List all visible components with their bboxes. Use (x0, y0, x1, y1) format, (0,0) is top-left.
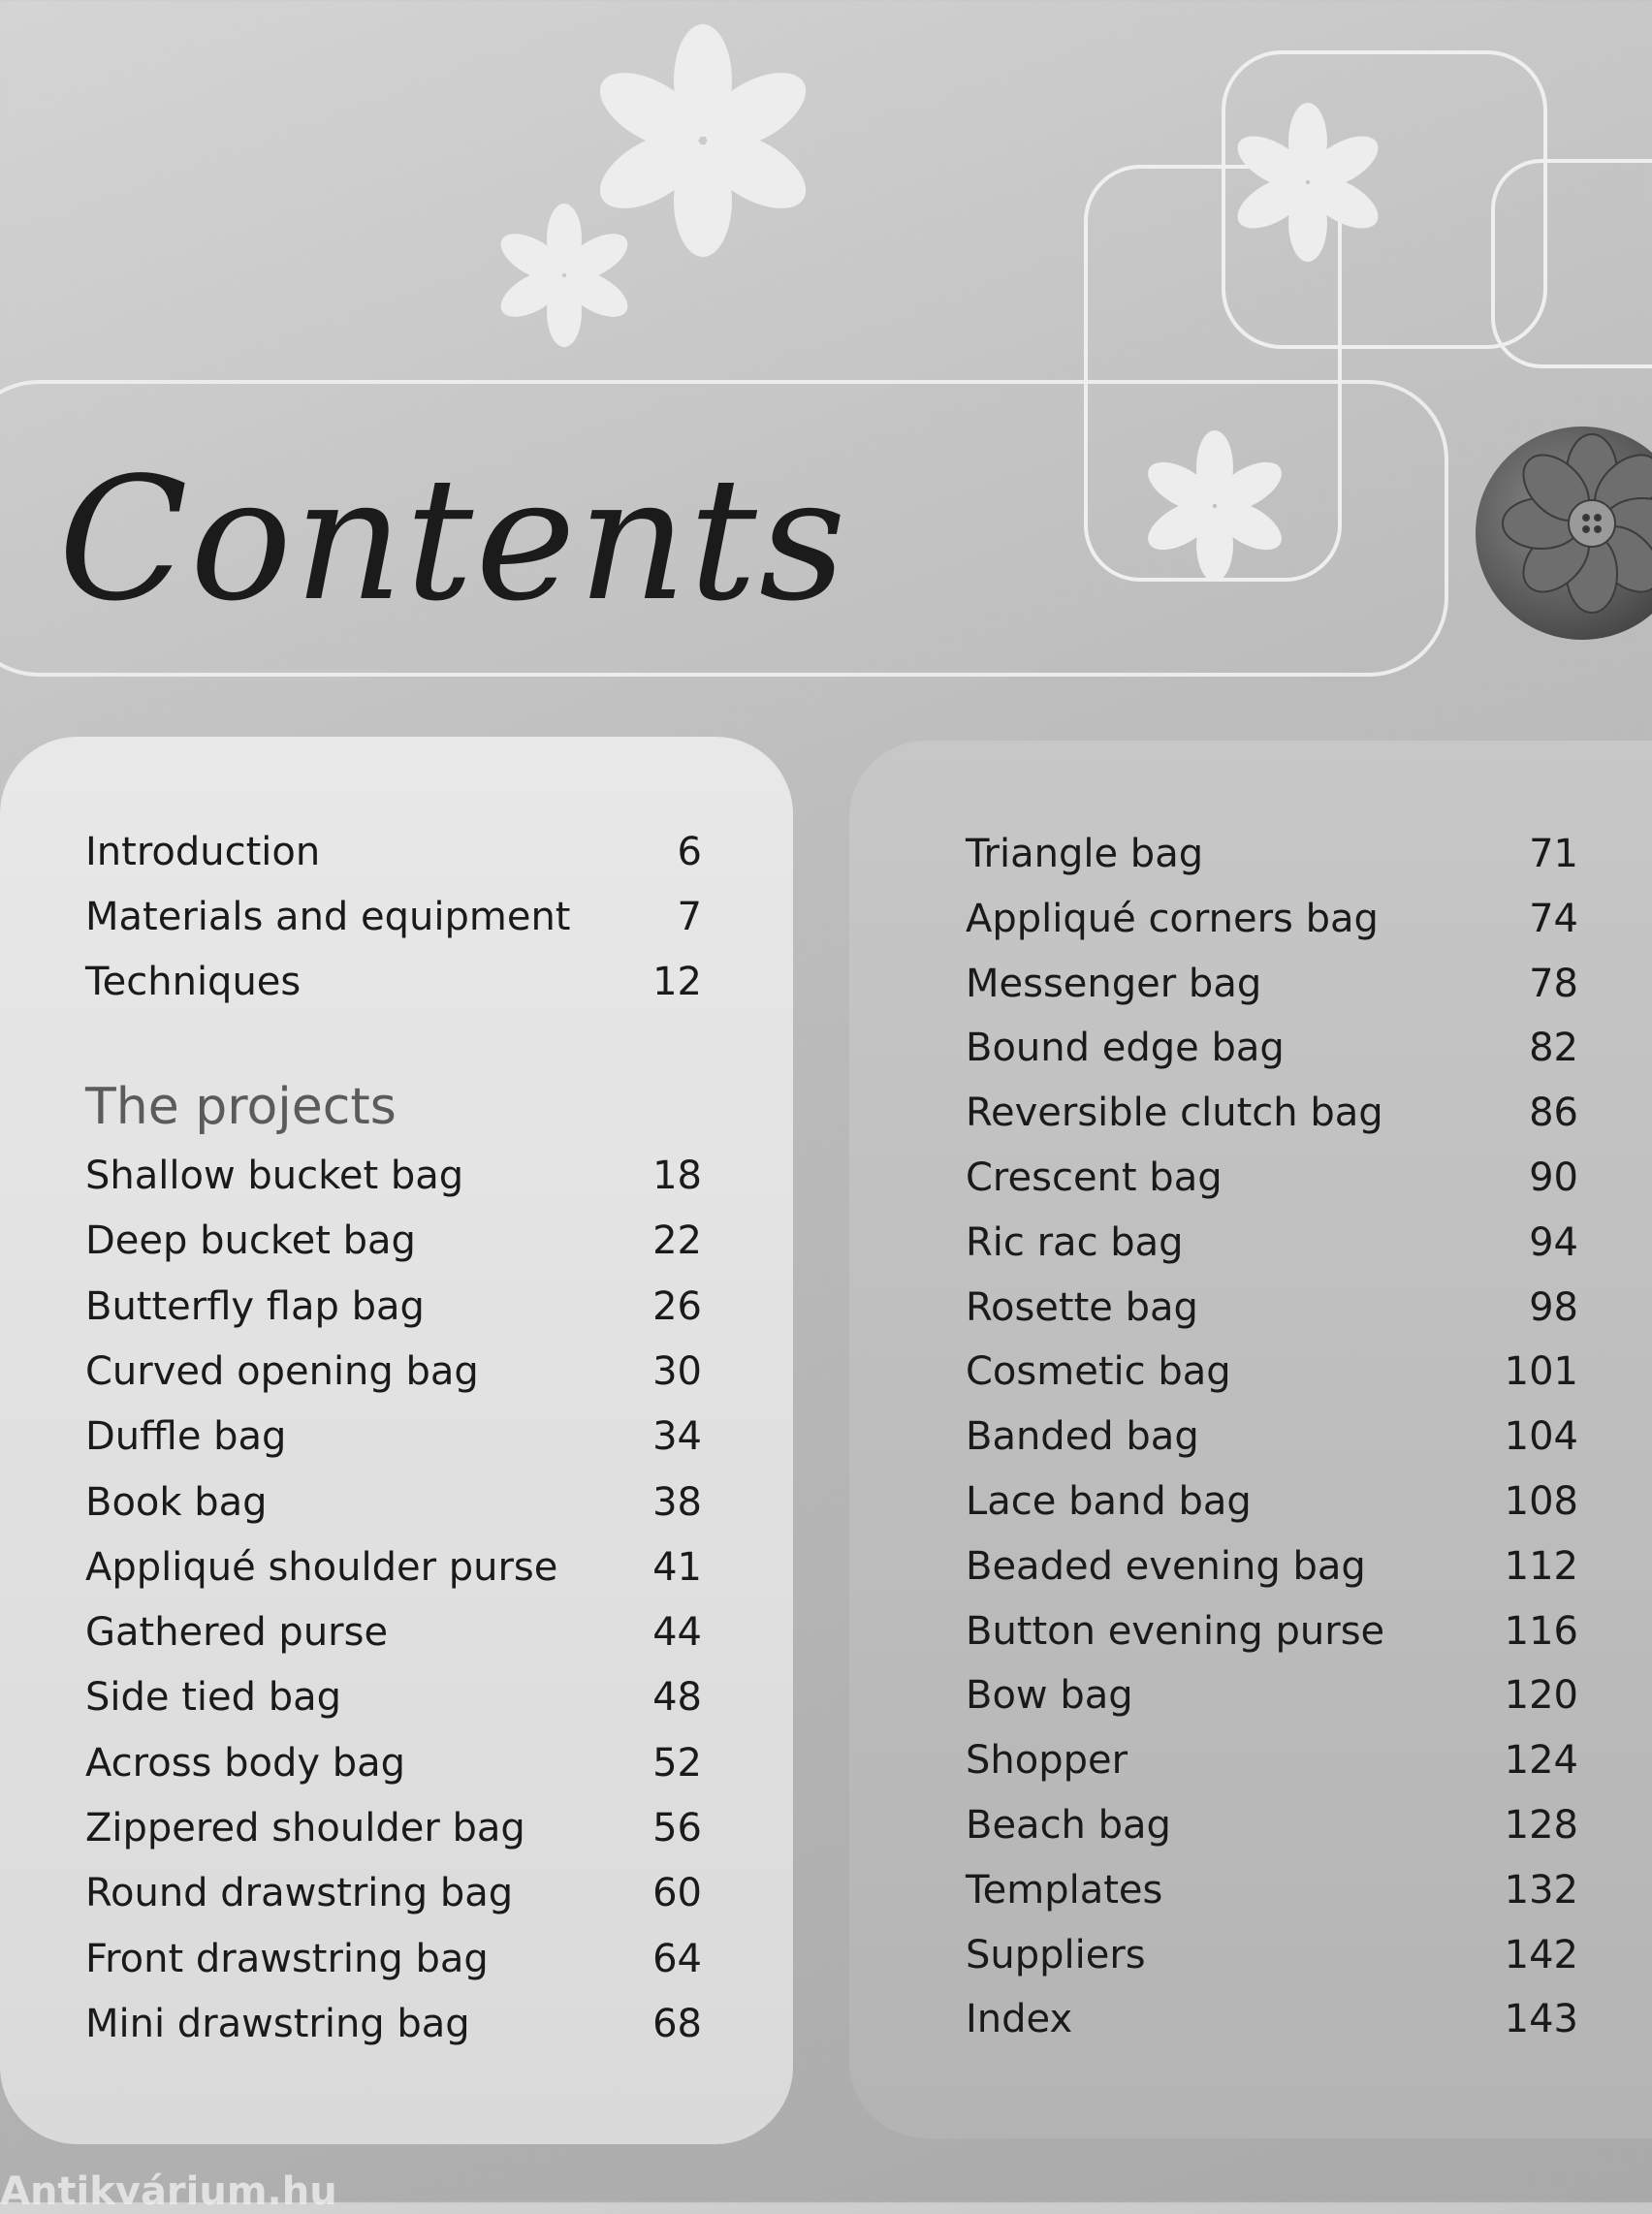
watermark: Antikvárium.hu (0, 2169, 337, 2214)
toc-entry-page: 116 (1504, 1608, 1578, 1654)
toc-entry-page: 64 (652, 1936, 702, 1981)
toc-entry-page: 86 (1529, 1091, 1578, 1136)
page-title: Contents (58, 442, 848, 639)
toc-entry-page: 44 (652, 1610, 702, 1656)
toc-entry[interactable] (966, 832, 1578, 876)
toc-entry-label: Beach bag (966, 1803, 1171, 1848)
flower-frame-top-icon (1229, 103, 1386, 262)
toc-entry-label: Zippered shoulder bag (85, 1806, 525, 1850)
toc-entry-label: Curved opening bag (85, 1348, 479, 1394)
toc-entry-page: 108 (1504, 1479, 1578, 1524)
toc-entry-page: 22 (652, 1218, 702, 1264)
toc-entry-page: 18 (652, 1154, 702, 1198)
toc-entry-page: 94 (1529, 1219, 1578, 1265)
frame-square-3 (1493, 161, 1652, 366)
toc-entry-page: 128 (1504, 1803, 1578, 1848)
toc-entry[interactable] (966, 897, 1578, 941)
toc-entry-page: 112 (1504, 1543, 1578, 1589)
toc-entry[interactable] (85, 1284, 702, 1329)
toc-entry-page: 7 (677, 895, 702, 939)
toc-entry-label: Shopper (966, 1738, 1128, 1784)
toc-entry[interactable] (85, 1610, 702, 1655)
toc-entry-label: Templates (966, 1867, 1163, 1913)
toc-entry[interactable] (85, 1545, 702, 1590)
toc-entry-label: Shallow bucket bag (85, 1154, 464, 1198)
toc-entry[interactable] (966, 1609, 1578, 1654)
toc-entry-label: Beaded evening bag (966, 1543, 1366, 1589)
toc-entry-label: Gathered purse (85, 1610, 389, 1656)
toc-entry-page: 104 (1504, 1414, 1578, 1460)
toc-entry-label: Banded bag (966, 1414, 1199, 1460)
toc-entry[interactable] (85, 960, 702, 1004)
toc-entry-page: 30 (652, 1348, 702, 1394)
flower-frame-bottom-icon (1140, 430, 1289, 582)
flower-large-icon (588, 24, 818, 257)
toc-entry-label: Butterfly flap bag (85, 1283, 425, 1329)
toc-entry[interactable] (85, 1871, 702, 1915)
toc-entry[interactable] (85, 830, 702, 874)
toc-entry-page: 71 (1529, 832, 1578, 876)
toc-entry-label: Appliqué corners bag (966, 896, 1379, 941)
toc-entry[interactable] (85, 1154, 702, 1198)
toc-entry[interactable] (966, 1155, 1578, 1200)
toc-entry-label: Mini drawstring bag (85, 2001, 470, 2046)
toc-entry-label: Duffle bag (85, 1414, 287, 1460)
toc-entry-page: 120 (1504, 1673, 1578, 1719)
toc-entry-page: 26 (652, 1283, 702, 1329)
toc-entry[interactable] (966, 1349, 1578, 1394)
toc-entry-label: Rosette bag (966, 1284, 1198, 1330)
toc-entry[interactable] (966, 1285, 1578, 1330)
toc-entry-page: 68 (652, 2001, 702, 2046)
toc-entry-page: 143 (1504, 1997, 1578, 2042)
toc-entry[interactable] (966, 1026, 1578, 1070)
toc-entry-label: Materials and equipment (85, 895, 571, 939)
toc-entry-label: Round drawstring bag (85, 1871, 514, 1916)
toc-entry[interactable] (966, 1997, 1578, 2041)
toc-entry[interactable] (966, 1868, 1578, 1913)
toc-entry-page: 90 (1529, 1155, 1578, 1200)
toc-entry-page: 60 (652, 1871, 702, 1916)
toc-entry-label: Appliqué shoulder purse (85, 1544, 558, 1590)
toc-entry[interactable] (85, 2002, 702, 2046)
toc-entry-label: Messenger bag (966, 961, 1262, 1006)
toc-entry-page: 142 (1504, 1932, 1578, 1977)
toc-entry-label: Suppliers (966, 1932, 1146, 1977)
toc-entry-label: Crescent bag (966, 1155, 1223, 1200)
toc-entry[interactable] (85, 1349, 702, 1394)
toc-entry-page: 101 (1504, 1349, 1578, 1395)
toc-entry[interactable] (966, 1933, 1578, 1977)
toc-entry-label: Triangle bag (966, 832, 1204, 876)
toc-entry[interactable] (966, 1738, 1578, 1783)
toc-entry-label: Book bag (85, 1479, 268, 1525)
toc-entry[interactable] (966, 1414, 1578, 1459)
toc-entry-label: Front drawstring bag (85, 1936, 489, 1981)
toc-entry-page: 78 (1529, 961, 1578, 1006)
flower-small-icon (493, 204, 635, 347)
toc-entry[interactable] (85, 1414, 702, 1459)
toc-entry-label: Bow bag (966, 1673, 1133, 1719)
toc-entry-label: Button evening purse (966, 1608, 1385, 1654)
toc-entry-page: 6 (677, 830, 702, 874)
toc-entry-page: 132 (1504, 1867, 1578, 1913)
toc-entry-page: 74 (1529, 896, 1578, 941)
toc-entry-page: 38 (652, 1479, 702, 1525)
toc-entry[interactable] (85, 1937, 702, 1981)
toc-entry-page: 12 (652, 960, 702, 1004)
toc-entry-label: Deep bucket bag (85, 1218, 416, 1264)
toc-entry[interactable] (966, 962, 1578, 1006)
toc-entry[interactable] (85, 1806, 702, 1850)
toc-entry[interactable] (85, 895, 702, 939)
toc-entry-label: Reversible clutch bag (966, 1091, 1383, 1136)
toc-entry[interactable] (85, 1741, 702, 1786)
toc-entry-page: 41 (652, 1544, 702, 1590)
toc-entry[interactable] (966, 1091, 1578, 1135)
toc-entry-label: Lace band bag (966, 1479, 1252, 1524)
toc-entry-page: 124 (1504, 1738, 1578, 1784)
toc-entry[interactable] (85, 1675, 702, 1720)
toc-entry-page: 82 (1529, 1026, 1578, 1071)
toc-entry[interactable] (85, 1218, 702, 1263)
toc-entry[interactable] (966, 1673, 1578, 1718)
toc-entry[interactable] (966, 1220, 1578, 1265)
toc-entry[interactable] (966, 1544, 1578, 1589)
toc-entry-label: Across body bag (85, 1740, 406, 1786)
toc-entry-page: 56 (652, 1806, 702, 1850)
toc-entry-label: Cosmetic bag (966, 1349, 1231, 1395)
toc-entry-label: Introduction (85, 830, 321, 874)
toc-entry-label: Techniques (85, 960, 302, 1004)
toc-entry-page: 52 (652, 1740, 702, 1786)
header-decoration (0, 0, 1652, 756)
toc-entry[interactable] (85, 1480, 702, 1525)
toc-entry-page: 34 (652, 1414, 702, 1460)
toc-entry-page: 98 (1529, 1284, 1578, 1330)
toc-entry-label: Side tied bag (85, 1675, 342, 1721)
section-heading: The projects (85, 1078, 397, 1136)
toc-entry-label: Index (966, 1997, 1073, 2042)
toc-entry[interactable] (966, 1479, 1578, 1524)
toc-entry[interactable] (966, 1803, 1578, 1848)
toc-entry-label: Ric rac bag (966, 1219, 1184, 1265)
toc-entry-label: Bound edge bag (966, 1026, 1285, 1071)
toc-entry-page: 48 (652, 1675, 702, 1721)
